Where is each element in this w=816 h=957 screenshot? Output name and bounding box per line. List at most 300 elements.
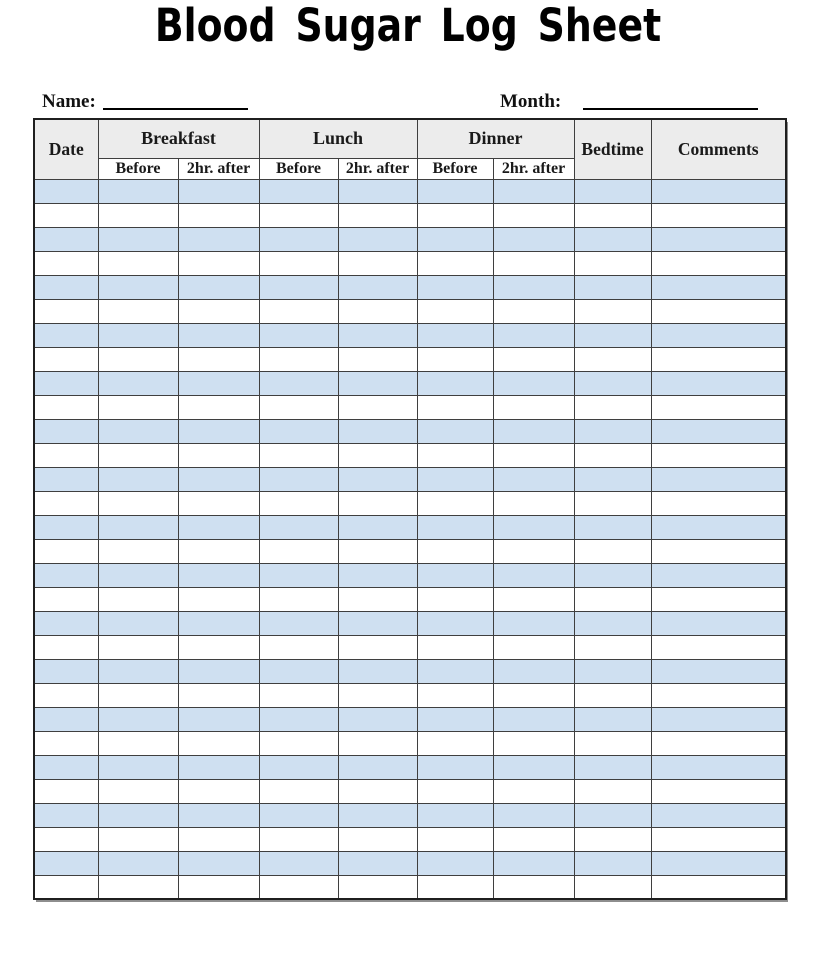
log-cell — [338, 851, 417, 875]
log-cell — [417, 731, 493, 755]
log-cell — [178, 707, 259, 731]
log-cell — [417, 395, 493, 419]
log-row — [34, 803, 786, 827]
column-group-dinner: Dinner — [417, 119, 574, 158]
log-cell — [417, 563, 493, 587]
log-cell — [178, 419, 259, 443]
log-cell — [574, 635, 651, 659]
log-row — [34, 347, 786, 371]
log-cell — [651, 851, 786, 875]
log-cell — [338, 683, 417, 707]
log-cell — [259, 443, 338, 467]
log-cell — [493, 227, 574, 251]
log-cell — [651, 611, 786, 635]
log-cell — [651, 179, 786, 203]
log-cell — [417, 275, 493, 299]
log-cell — [338, 227, 417, 251]
log-cell — [493, 347, 574, 371]
log-row — [34, 731, 786, 755]
page-title: Blood Sugar Log Sheet — [154, 0, 662, 52]
log-cell — [338, 347, 417, 371]
log-cell — [417, 467, 493, 491]
log-cell — [98, 179, 178, 203]
log-cell — [493, 251, 574, 275]
log-cell — [98, 755, 178, 779]
log-cell — [493, 875, 574, 899]
log-cell — [417, 491, 493, 515]
log-cell — [338, 635, 417, 659]
log-row — [34, 707, 786, 731]
log-cell — [493, 707, 574, 731]
log-cell — [34, 587, 98, 611]
log-cell — [34, 203, 98, 227]
log-cell — [417, 539, 493, 563]
log-cell — [493, 755, 574, 779]
log-row — [34, 827, 786, 851]
log-cell — [178, 827, 259, 851]
log-cell — [493, 659, 574, 683]
log-cell — [178, 659, 259, 683]
log-cell — [651, 539, 786, 563]
log-cell — [493, 443, 574, 467]
log-cell — [651, 203, 786, 227]
log-cell — [34, 467, 98, 491]
log-cell — [574, 371, 651, 395]
log-row — [34, 683, 786, 707]
log-cell — [98, 875, 178, 899]
log-cell — [417, 371, 493, 395]
log-cell — [574, 275, 651, 299]
log-cell — [98, 539, 178, 563]
log-cell — [338, 827, 417, 851]
log-cell — [98, 491, 178, 515]
log-cell — [338, 611, 417, 635]
log-row — [34, 659, 786, 683]
log-cell — [259, 635, 338, 659]
subheader-lunch-before: Before — [259, 158, 338, 179]
log-cell — [493, 683, 574, 707]
subheader-breakfast-after: 2hr. after — [178, 158, 259, 179]
log-cell — [34, 875, 98, 899]
log-cell — [34, 803, 98, 827]
month-field — [500, 90, 758, 114]
log-cell — [338, 203, 417, 227]
log-cell — [338, 467, 417, 491]
log-row — [34, 875, 786, 899]
log-cell — [338, 659, 417, 683]
log-cell — [417, 851, 493, 875]
log-cell — [651, 635, 786, 659]
log-cell — [259, 515, 338, 539]
log-cell — [574, 251, 651, 275]
log-cell — [338, 443, 417, 467]
log-cell — [338, 515, 417, 539]
log-cell — [34, 731, 98, 755]
log-cell — [98, 611, 178, 635]
log-cell — [493, 491, 574, 515]
log-cell — [338, 179, 417, 203]
log-cell — [259, 707, 338, 731]
log-cell — [417, 659, 493, 683]
log-cell — [574, 227, 651, 251]
log-cell — [34, 515, 98, 539]
log-cell — [651, 827, 786, 851]
log-cell — [98, 227, 178, 251]
log-cell — [574, 707, 651, 731]
log-cell — [493, 179, 574, 203]
log-row — [34, 419, 786, 443]
log-cell — [259, 371, 338, 395]
log-cell — [259, 467, 338, 491]
log-cell — [178, 299, 259, 323]
month-blank-line — [583, 94, 758, 110]
log-cell — [651, 587, 786, 611]
log-cell — [574, 875, 651, 899]
log-cell — [98, 347, 178, 371]
log-cell — [493, 323, 574, 347]
log-cell — [98, 443, 178, 467]
log-cell — [651, 443, 786, 467]
column-group-lunch: Lunch — [259, 119, 417, 158]
log-cell — [259, 851, 338, 875]
log-cell — [178, 203, 259, 227]
log-cell — [417, 323, 493, 347]
log-cell — [98, 203, 178, 227]
log-cell — [651, 299, 786, 323]
log-cell — [574, 395, 651, 419]
log-cell — [651, 371, 786, 395]
log-cell — [34, 635, 98, 659]
log-row — [34, 611, 786, 635]
log-cell — [259, 875, 338, 899]
log-cell — [178, 323, 259, 347]
log-cell — [259, 659, 338, 683]
log-cell — [417, 707, 493, 731]
log-cell — [259, 203, 338, 227]
subheader-dinner-before: Before — [417, 158, 493, 179]
log-cell — [259, 227, 338, 251]
log-cell — [34, 227, 98, 251]
log-cell — [417, 587, 493, 611]
log-cell — [417, 227, 493, 251]
log-cell — [259, 731, 338, 755]
log-cell — [417, 203, 493, 227]
log-cell — [98, 827, 178, 851]
log-cell — [338, 779, 417, 803]
log-cell — [417, 755, 493, 779]
name-label: Name: — [42, 91, 96, 112]
log-cell — [574, 443, 651, 467]
log-cell — [493, 731, 574, 755]
log-row — [34, 587, 786, 611]
log-cell — [338, 539, 417, 563]
log-cell — [574, 611, 651, 635]
log-row — [34, 251, 786, 275]
log-cell — [651, 731, 786, 755]
log-row — [34, 491, 786, 515]
log-cell — [417, 875, 493, 899]
log-cell — [178, 683, 259, 707]
log-cell — [417, 635, 493, 659]
log-cell — [338, 491, 417, 515]
log-row — [34, 539, 786, 563]
log-cell — [178, 587, 259, 611]
log-cell — [493, 587, 574, 611]
log-cell — [178, 275, 259, 299]
log-cell — [178, 251, 259, 275]
log-cell — [417, 683, 493, 707]
column-group-breakfast: Breakfast — [98, 119, 259, 158]
column-header-date: Date — [34, 119, 98, 179]
log-row — [34, 275, 786, 299]
log-cell — [338, 803, 417, 827]
log-cell — [574, 467, 651, 491]
log-cell — [651, 491, 786, 515]
log-cell — [493, 827, 574, 851]
log-cell — [574, 731, 651, 755]
log-cell — [651, 659, 786, 683]
log-cell — [651, 227, 786, 251]
log-cell — [34, 491, 98, 515]
log-cell — [574, 659, 651, 683]
log-cell — [178, 515, 259, 539]
log-cell — [34, 755, 98, 779]
log-cell — [98, 299, 178, 323]
log-cell — [178, 611, 259, 635]
log-cell — [417, 779, 493, 803]
log-cell — [34, 299, 98, 323]
log-cell — [574, 683, 651, 707]
log-cell — [98, 587, 178, 611]
subheader-lunch-after: 2hr. after — [338, 158, 417, 179]
log-cell — [34, 371, 98, 395]
log-cell — [493, 635, 574, 659]
column-header-bedtime: Bedtime — [574, 119, 651, 179]
log-cell — [338, 755, 417, 779]
log-cell — [98, 683, 178, 707]
log-cell — [98, 275, 178, 299]
log-row — [34, 851, 786, 875]
log-cell — [178, 755, 259, 779]
log-cell — [178, 467, 259, 491]
log-cell — [98, 515, 178, 539]
log-cell — [34, 683, 98, 707]
log-cell — [574, 419, 651, 443]
subheader-dinner-after: 2hr. after — [493, 158, 574, 179]
subheader-breakfast-before: Before — [98, 158, 178, 179]
log-cell — [98, 635, 178, 659]
log-cell — [651, 395, 786, 419]
log-row — [34, 179, 786, 203]
name-blank-line — [103, 94, 248, 110]
log-cell — [98, 419, 178, 443]
log-cell — [651, 467, 786, 491]
log-cell — [178, 227, 259, 251]
log-cell — [178, 851, 259, 875]
log-cell — [651, 803, 786, 827]
log-cell — [178, 875, 259, 899]
log-cell — [493, 611, 574, 635]
log-cell — [417, 443, 493, 467]
log-cell — [574, 779, 651, 803]
log-cell — [259, 275, 338, 299]
log-cell — [178, 539, 259, 563]
log-cell — [34, 827, 98, 851]
log-cell — [34, 611, 98, 635]
log-cell — [178, 443, 259, 467]
log-cell — [34, 563, 98, 587]
log-cell — [98, 779, 178, 803]
log-cell — [178, 563, 259, 587]
log-cell — [259, 179, 338, 203]
log-cell — [338, 587, 417, 611]
log-cell — [493, 515, 574, 539]
log-cell — [178, 803, 259, 827]
blood-sugar-log-table — [33, 118, 787, 900]
log-row — [34, 467, 786, 491]
log-cell — [259, 395, 338, 419]
log-cell — [178, 731, 259, 755]
log-cell — [338, 419, 417, 443]
log-cell — [259, 755, 338, 779]
log-cell — [178, 395, 259, 419]
name-field — [42, 90, 248, 114]
log-cell — [417, 827, 493, 851]
log-cell — [417, 251, 493, 275]
log-cell — [259, 779, 338, 803]
log-cell — [493, 395, 574, 419]
log-cell — [493, 371, 574, 395]
log-cell — [98, 707, 178, 731]
log-cell — [493, 779, 574, 803]
log-cell — [178, 635, 259, 659]
log-cell — [259, 299, 338, 323]
log-cell — [98, 563, 178, 587]
log-cell — [338, 707, 417, 731]
log-cell — [34, 419, 98, 443]
log-cell — [338, 395, 417, 419]
log-cell — [651, 875, 786, 899]
log-cell — [574, 827, 651, 851]
log-cell — [338, 299, 417, 323]
log-cell — [98, 659, 178, 683]
log-cell — [34, 275, 98, 299]
log-cell — [574, 515, 651, 539]
log-cell — [98, 803, 178, 827]
table-header — [34, 119, 786, 179]
log-cell — [259, 419, 338, 443]
log-cell — [493, 539, 574, 563]
log-cell — [259, 611, 338, 635]
log-cell — [417, 179, 493, 203]
log-row — [34, 371, 786, 395]
log-cell — [259, 347, 338, 371]
log-cell — [574, 323, 651, 347]
log-cell — [417, 419, 493, 443]
log-cell — [574, 347, 651, 371]
log-cell — [493, 467, 574, 491]
log-cell — [493, 203, 574, 227]
log-cell — [574, 491, 651, 515]
log-cell — [574, 539, 651, 563]
log-cell — [338, 371, 417, 395]
log-cell — [34, 347, 98, 371]
log-cell — [178, 779, 259, 803]
log-cell — [417, 803, 493, 827]
log-cell — [651, 755, 786, 779]
log-row — [34, 779, 786, 803]
log-cell — [417, 299, 493, 323]
log-table-body — [34, 179, 786, 899]
log-cell — [98, 467, 178, 491]
log-cell — [34, 395, 98, 419]
log-cell — [259, 587, 338, 611]
log-cell — [259, 803, 338, 827]
log-cell — [338, 875, 417, 899]
log-cell — [651, 275, 786, 299]
log-cell — [98, 251, 178, 275]
log-cell — [34, 851, 98, 875]
log-cell — [34, 539, 98, 563]
log-cell — [651, 707, 786, 731]
log-cell — [574, 203, 651, 227]
log-cell — [338, 275, 417, 299]
log-cell — [259, 323, 338, 347]
log-cell — [651, 347, 786, 371]
log-cell — [651, 251, 786, 275]
log-cell — [259, 491, 338, 515]
log-cell — [651, 419, 786, 443]
log-cell — [493, 563, 574, 587]
log-cell — [493, 419, 574, 443]
log-cell — [651, 563, 786, 587]
column-header-comments: Comments — [651, 119, 786, 179]
log-cell — [34, 779, 98, 803]
log-cell — [574, 179, 651, 203]
header-row-main — [34, 119, 786, 158]
log-row — [34, 443, 786, 467]
log-row — [34, 563, 786, 587]
log-cell — [338, 731, 417, 755]
log-cell — [178, 491, 259, 515]
log-cell — [34, 179, 98, 203]
log-cell — [493, 803, 574, 827]
log-cell — [417, 515, 493, 539]
log-cell — [259, 539, 338, 563]
log-cell — [259, 683, 338, 707]
log-cell — [34, 707, 98, 731]
log-row — [34, 203, 786, 227]
log-cell — [338, 251, 417, 275]
log-row — [34, 395, 786, 419]
log-cell — [574, 851, 651, 875]
log-cell — [34, 251, 98, 275]
log-cell — [417, 347, 493, 371]
log-cell — [417, 611, 493, 635]
log-cell — [493, 299, 574, 323]
log-cell — [178, 179, 259, 203]
log-cell — [574, 299, 651, 323]
log-cell — [493, 851, 574, 875]
log-cell — [259, 827, 338, 851]
log-row — [34, 635, 786, 659]
log-row — [34, 515, 786, 539]
log-row — [34, 227, 786, 251]
log-cell — [493, 275, 574, 299]
log-cell — [651, 515, 786, 539]
log-cell — [651, 779, 786, 803]
log-cell — [259, 251, 338, 275]
